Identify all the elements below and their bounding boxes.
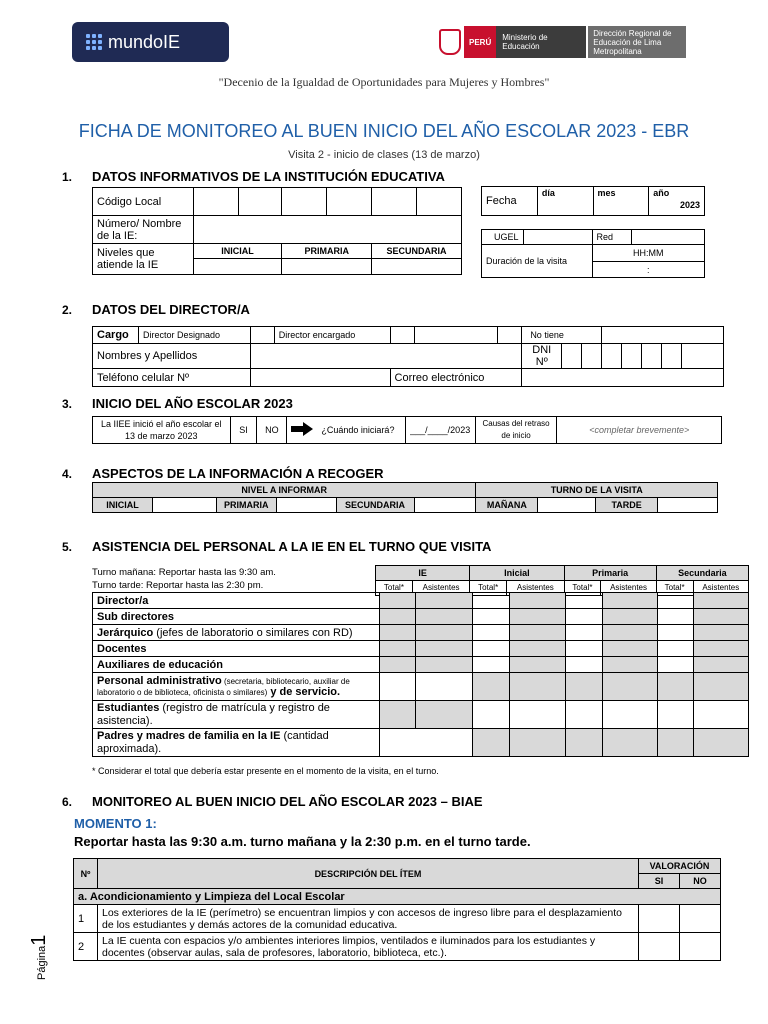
section-2-number: 2. [62, 303, 73, 317]
aspecto-inicial: INICIAL [93, 498, 153, 513]
fecha-label: Fecha [482, 187, 538, 216]
biae-table [73, 858, 721, 961]
col-valoracion: VALORACIÓN [639, 859, 721, 874]
gov-direccion: Dirección Regional de Educación de Lima Metropolitana [588, 26, 686, 58]
no-tiene-label: No tiene [522, 327, 602, 344]
encargado-check[interactable] [390, 327, 414, 344]
ugel-table [481, 229, 705, 278]
cell[interactable] [657, 641, 694, 657]
cell[interactable] [657, 609, 694, 625]
grid-icon [86, 34, 102, 50]
row-label-main: Personal administrativo [97, 674, 222, 687]
duracion-input[interactable]: : [592, 262, 704, 278]
cell[interactable] [379, 673, 416, 701]
nivel-primaria: PRIMARIA [282, 244, 372, 259]
nivel-inicial-input[interactable] [193, 259, 282, 275]
red-label: Red [592, 230, 632, 245]
row-label [93, 701, 380, 729]
page-subtitle: Visita 2 - inicio de clases (13 de marzo) [288, 149, 480, 161]
cell [602, 657, 657, 673]
item-text: Los exteriores de la IE (perímetro) se encuentran limpios y con accesos de ingreso libre para el desplazamiento de los estudiantes y demás actores de la comunidad educativa. [97, 905, 638, 933]
turno-tarde: TARDE [596, 498, 658, 513]
cell [416, 593, 473, 609]
table-row [93, 673, 749, 701]
correo-input[interactable] [522, 369, 724, 387]
codigo-cell-5[interactable] [372, 188, 417, 216]
codigo-cell-4[interactable] [327, 188, 372, 216]
item-si-check[interactable] [639, 905, 680, 933]
cell[interactable] [566, 657, 603, 673]
codigo-cell-3[interactable] [282, 188, 327, 216]
nivel-secundaria: SECUNDARIA [372, 244, 462, 259]
cell [509, 609, 566, 625]
cell [509, 625, 566, 641]
row-label: Sub directores [93, 609, 380, 625]
row-label [93, 625, 380, 641]
col-inicial: Inicial [470, 566, 564, 581]
causas-input[interactable]: <completar brevemente> [557, 417, 722, 444]
cell[interactable] [473, 641, 510, 657]
table-row [93, 657, 749, 673]
codigo-label: Código Local [93, 188, 194, 216]
cell[interactable] [509, 701, 566, 729]
logo-text: mundoIE [108, 31, 181, 52]
cell [416, 625, 473, 641]
table-row [93, 593, 749, 609]
item-number: 1 [74, 905, 98, 933]
col-primaria: Primaria [564, 566, 656, 581]
cell[interactable] [473, 593, 510, 609]
inicio-table [92, 416, 722, 444]
item-text: La IE cuenta con espacios y/o ambientes interiores limpios, ventilados e iluminados para los estudiantes y docentes (observar aulas, sala de profesores, laboratorio, biblioteca, etc.). [97, 933, 638, 961]
cell[interactable] [694, 701, 749, 729]
col-desc: DESCRIPCIÓN DEL ÍTEM [97, 859, 638, 889]
fecha-table [481, 186, 705, 216]
dni-label: DNI Nº [522, 344, 562, 369]
page-title: FICHA DE MONITOREO AL BUEN INICIO DEL AÑO ESCOLAR 2023 - EBR [78, 121, 690, 141]
telefono-input[interactable] [250, 369, 390, 387]
asistencia-note: * Considerar el total que debería estar presente en el momento de la visita, en el turno. [92, 766, 439, 776]
table-row [93, 641, 749, 657]
row-label-main: Padres y madres de familia en la IE [97, 729, 281, 742]
nombres-input[interactable] [250, 344, 522, 369]
cell [602, 609, 657, 625]
cell [566, 729, 603, 757]
col-no: NO [680, 874, 721, 889]
dni-cell-5[interactable] [642, 344, 662, 369]
cell[interactable] [566, 609, 603, 625]
cell[interactable] [473, 625, 510, 641]
fecha-mes[interactable]: mes [593, 187, 649, 216]
section-5-number: 5. [62, 540, 73, 554]
col-si: SI [639, 874, 680, 889]
reportar-label: Reportar hasta las 9:30 a.m. turno mañana y la 2:30 p.m. en el turno tarde. [74, 834, 531, 849]
telefono-label: Teléfono celular Nº [93, 369, 251, 387]
cell [602, 729, 657, 757]
row-label: Director/a [93, 593, 380, 609]
turno-manana-note: Turno mañana: Reportar hasta las 9:30 am. [92, 567, 276, 578]
cell[interactable] [657, 701, 694, 729]
designado-label: Director Designado [138, 327, 250, 344]
gov-logo [436, 26, 686, 58]
red-input[interactable] [632, 230, 705, 245]
dni-cell-3[interactable] [602, 344, 622, 369]
inicio-label: La IIEE inició el año escolar el 13 de marzo 2023 [93, 417, 231, 444]
section-4-number: 4. [62, 467, 73, 481]
gov-ministerio: Ministerio de Educación [496, 26, 586, 58]
row-label-extra: (cantidad aproximada). [97, 729, 329, 755]
cell[interactable] [473, 657, 510, 673]
col-ie: IE [376, 566, 470, 581]
inicial-asistentes: Asistentes [507, 581, 564, 596]
cargo-label: Cargo [93, 327, 139, 344]
section-6-label: MONITOREO AL BUEN INICIO DEL AÑO ESCOLAR 2023 – BIAE [92, 794, 483, 809]
nombres-label: Nombres y Apellidos [93, 344, 251, 369]
section-3-title [62, 396, 293, 411]
section-3-label: INICIO DEL AÑO ESCOLAR 2023 [92, 396, 293, 411]
cell [416, 701, 473, 729]
encargado-blank [414, 327, 498, 344]
cell [694, 593, 749, 609]
ie-info-table [92, 187, 462, 275]
row-label-extra2: y de servicio. [267, 685, 341, 698]
cell[interactable] [416, 673, 473, 701]
cell [379, 609, 416, 625]
si-option[interactable]: SI [230, 417, 257, 444]
nivel-primaria-input[interactable] [282, 259, 372, 275]
cell [416, 657, 473, 673]
niveles-label: Niveles que atiende la IE [93, 244, 194, 275]
table-row [93, 625, 749, 641]
page-number [20, 930, 60, 990]
aspecto-primaria-check[interactable] [276, 498, 336, 513]
cell [509, 673, 566, 701]
row-label: Docentes [93, 641, 380, 657]
numero-label: Número/ Nombre de la IE: [93, 216, 194, 244]
designado-check[interactable] [250, 327, 274, 344]
mundoie-logo [72, 22, 229, 62]
cell[interactable] [566, 641, 603, 657]
cell [379, 701, 416, 729]
inicial-total: Total* [470, 581, 507, 596]
section-6-number: 6. [62, 795, 73, 809]
cell [602, 593, 657, 609]
turno-header: TURNO DE LA VISITA [476, 483, 718, 498]
turno-manana: MAÑANA [476, 498, 538, 513]
momento-label: MOMENTO 1: [74, 816, 157, 831]
ie-asistentes: Asistentes [412, 581, 469, 596]
numero-input[interactable] [193, 216, 461, 244]
primaria-total: Total* [564, 581, 601, 596]
nivel-inicial: INICIAL [193, 244, 282, 259]
arrow-right-icon [287, 417, 318, 444]
row-label [93, 673, 380, 701]
dni-cell-7[interactable] [681, 344, 723, 369]
cell [379, 593, 416, 609]
cell[interactable] [657, 625, 694, 641]
cell [602, 625, 657, 641]
section-1-label: DATOS INFORMATIVOS DE LA INSTITUCIÓN EDUCATIVA [92, 169, 445, 184]
section-1-title [62, 169, 445, 184]
aspecto-secundaria: SECUNDARIA [336, 498, 414, 513]
section-4-label: ASPECTOS DE LA INFORMACIÓN A RECOGER [92, 466, 384, 481]
dni-cell-4[interactable] [622, 344, 642, 369]
ugel-label: UGEL [482, 230, 524, 245]
shield-icon [436, 26, 464, 58]
cell [509, 657, 566, 673]
correo-label: Correo electrónico [390, 369, 522, 387]
cell [694, 657, 749, 673]
cell [509, 641, 566, 657]
item-no-check[interactable] [680, 933, 721, 961]
cell[interactable] [566, 701, 603, 729]
cell [379, 641, 416, 657]
anio-value: 2023 [679, 200, 700, 210]
director-table [92, 326, 724, 387]
dni-cell-1[interactable] [562, 344, 582, 369]
section-5-label: ASISTENCIA DEL PERSONAL A LA IE EN EL TURNO QUE VISITA [92, 539, 492, 554]
row-label-extra: (registro de matrícula y registro de asistencia). [97, 701, 330, 727]
section-3-number: 3. [62, 397, 73, 411]
row-label [93, 729, 380, 757]
cell [694, 625, 749, 641]
row-label-extra: (jefes de laboratorio o similares con RD) [153, 626, 353, 639]
table-row [74, 933, 721, 961]
cell [416, 641, 473, 657]
gov-peru: PERÚ [464, 26, 496, 58]
cell [602, 641, 657, 657]
table-row [93, 609, 749, 625]
section-a-row: a. Acondicionamiento y Limpieza del Local Escolar [74, 889, 721, 905]
section-2-title [62, 302, 250, 317]
item-si-check[interactable] [639, 933, 680, 961]
cell [694, 673, 749, 701]
cell [379, 657, 416, 673]
col-n: Nº [74, 859, 98, 889]
secundaria-asistentes: Asistentes [693, 581, 748, 596]
anio-label: año [653, 188, 670, 198]
table-row [93, 701, 749, 729]
cell [416, 609, 473, 625]
cell[interactable] [473, 609, 510, 625]
primaria-asistentes: Asistentes [601, 581, 656, 596]
hhmm-label: HH:MM [592, 245, 704, 262]
row-label-extra: (secretaria, bibliotecario, auxiliar de laboratorio o de biblioteca, oficinista o similares) [97, 676, 350, 697]
cell [694, 641, 749, 657]
pagina-number: 1 [28, 934, 50, 946]
cell [566, 673, 603, 701]
decenio-text: "Decenio de la Igualdad de Oportunidades para Mujeres y Hombres" [218, 75, 550, 89]
asistencia-table [92, 592, 749, 757]
cell [473, 729, 510, 757]
cell[interactable] [473, 701, 510, 729]
ie-total: Total* [376, 581, 413, 596]
no-tiene-check[interactable] [602, 327, 724, 344]
cell[interactable] [566, 625, 603, 641]
cell[interactable] [657, 657, 694, 673]
turno-tarde-check[interactable] [658, 498, 718, 513]
fecha-dia[interactable]: día [537, 187, 593, 216]
cell [379, 625, 416, 641]
ugel-input[interactable] [523, 230, 592, 245]
cargo-blank [498, 327, 522, 344]
dni-cell-2[interactable] [582, 344, 602, 369]
nivel-secundaria-input[interactable] [372, 259, 462, 275]
section-5-title [62, 539, 491, 554]
table-row [93, 729, 749, 757]
dni-cell-6[interactable] [662, 344, 682, 369]
codigo-cell-6[interactable] [417, 188, 462, 216]
section-4-title [62, 466, 384, 481]
fecha-anio[interactable] [649, 187, 705, 216]
pagina-label: Página [36, 945, 48, 980]
col-secundaria: Secundaria [656, 566, 748, 581]
aspecto-inicial-check[interactable] [152, 498, 216, 513]
turno-manana-check[interactable] [538, 498, 596, 513]
cell [657, 729, 694, 757]
section-6-title [62, 794, 483, 809]
codigo-cell-1[interactable] [193, 188, 238, 216]
cell [657, 673, 694, 701]
cell [602, 673, 657, 701]
item-no-check[interactable] [680, 905, 721, 933]
turno-tarde-note: Turno tarde: Reportar hasta las 2:30 pm. [92, 580, 264, 591]
cell[interactable] [379, 729, 472, 757]
codigo-cell-2[interactable] [238, 188, 282, 216]
cell[interactable] [566, 593, 603, 609]
duracion-label: Duración de la visita [482, 245, 593, 278]
cell [694, 729, 749, 757]
row-label-main: Estudiantes [97, 701, 160, 714]
row-label-main: Jerárquico [97, 626, 154, 639]
secundaria-total: Total* [656, 581, 693, 596]
causas-label: Causas del retraso de inicio [475, 417, 557, 444]
aspecto-secundaria-check[interactable] [414, 498, 476, 513]
cuando-date-input[interactable]: ___/____/2023 [405, 417, 475, 444]
no-option[interactable]: NO [257, 417, 287, 444]
cell[interactable] [602, 701, 657, 729]
nivel-header: NIVEL A INFORMAR [93, 483, 476, 498]
cell [473, 673, 510, 701]
cuando-label: ¿Cuándo iniciará? [317, 417, 405, 444]
cell [509, 593, 566, 609]
aspecto-primaria: PRIMARIA [216, 498, 276, 513]
cell [694, 609, 749, 625]
table-row [74, 905, 721, 933]
section-1-number: 1. [62, 170, 73, 184]
row-label: Auxiliares de educación [93, 657, 380, 673]
cell [509, 729, 566, 757]
section-2-label: DATOS DEL DIRECTOR/A [92, 302, 250, 317]
aspectos-table [92, 482, 718, 513]
encargado-label: Director encargado [274, 327, 390, 344]
item-number: 2 [74, 933, 98, 961]
cell[interactable] [657, 593, 694, 609]
